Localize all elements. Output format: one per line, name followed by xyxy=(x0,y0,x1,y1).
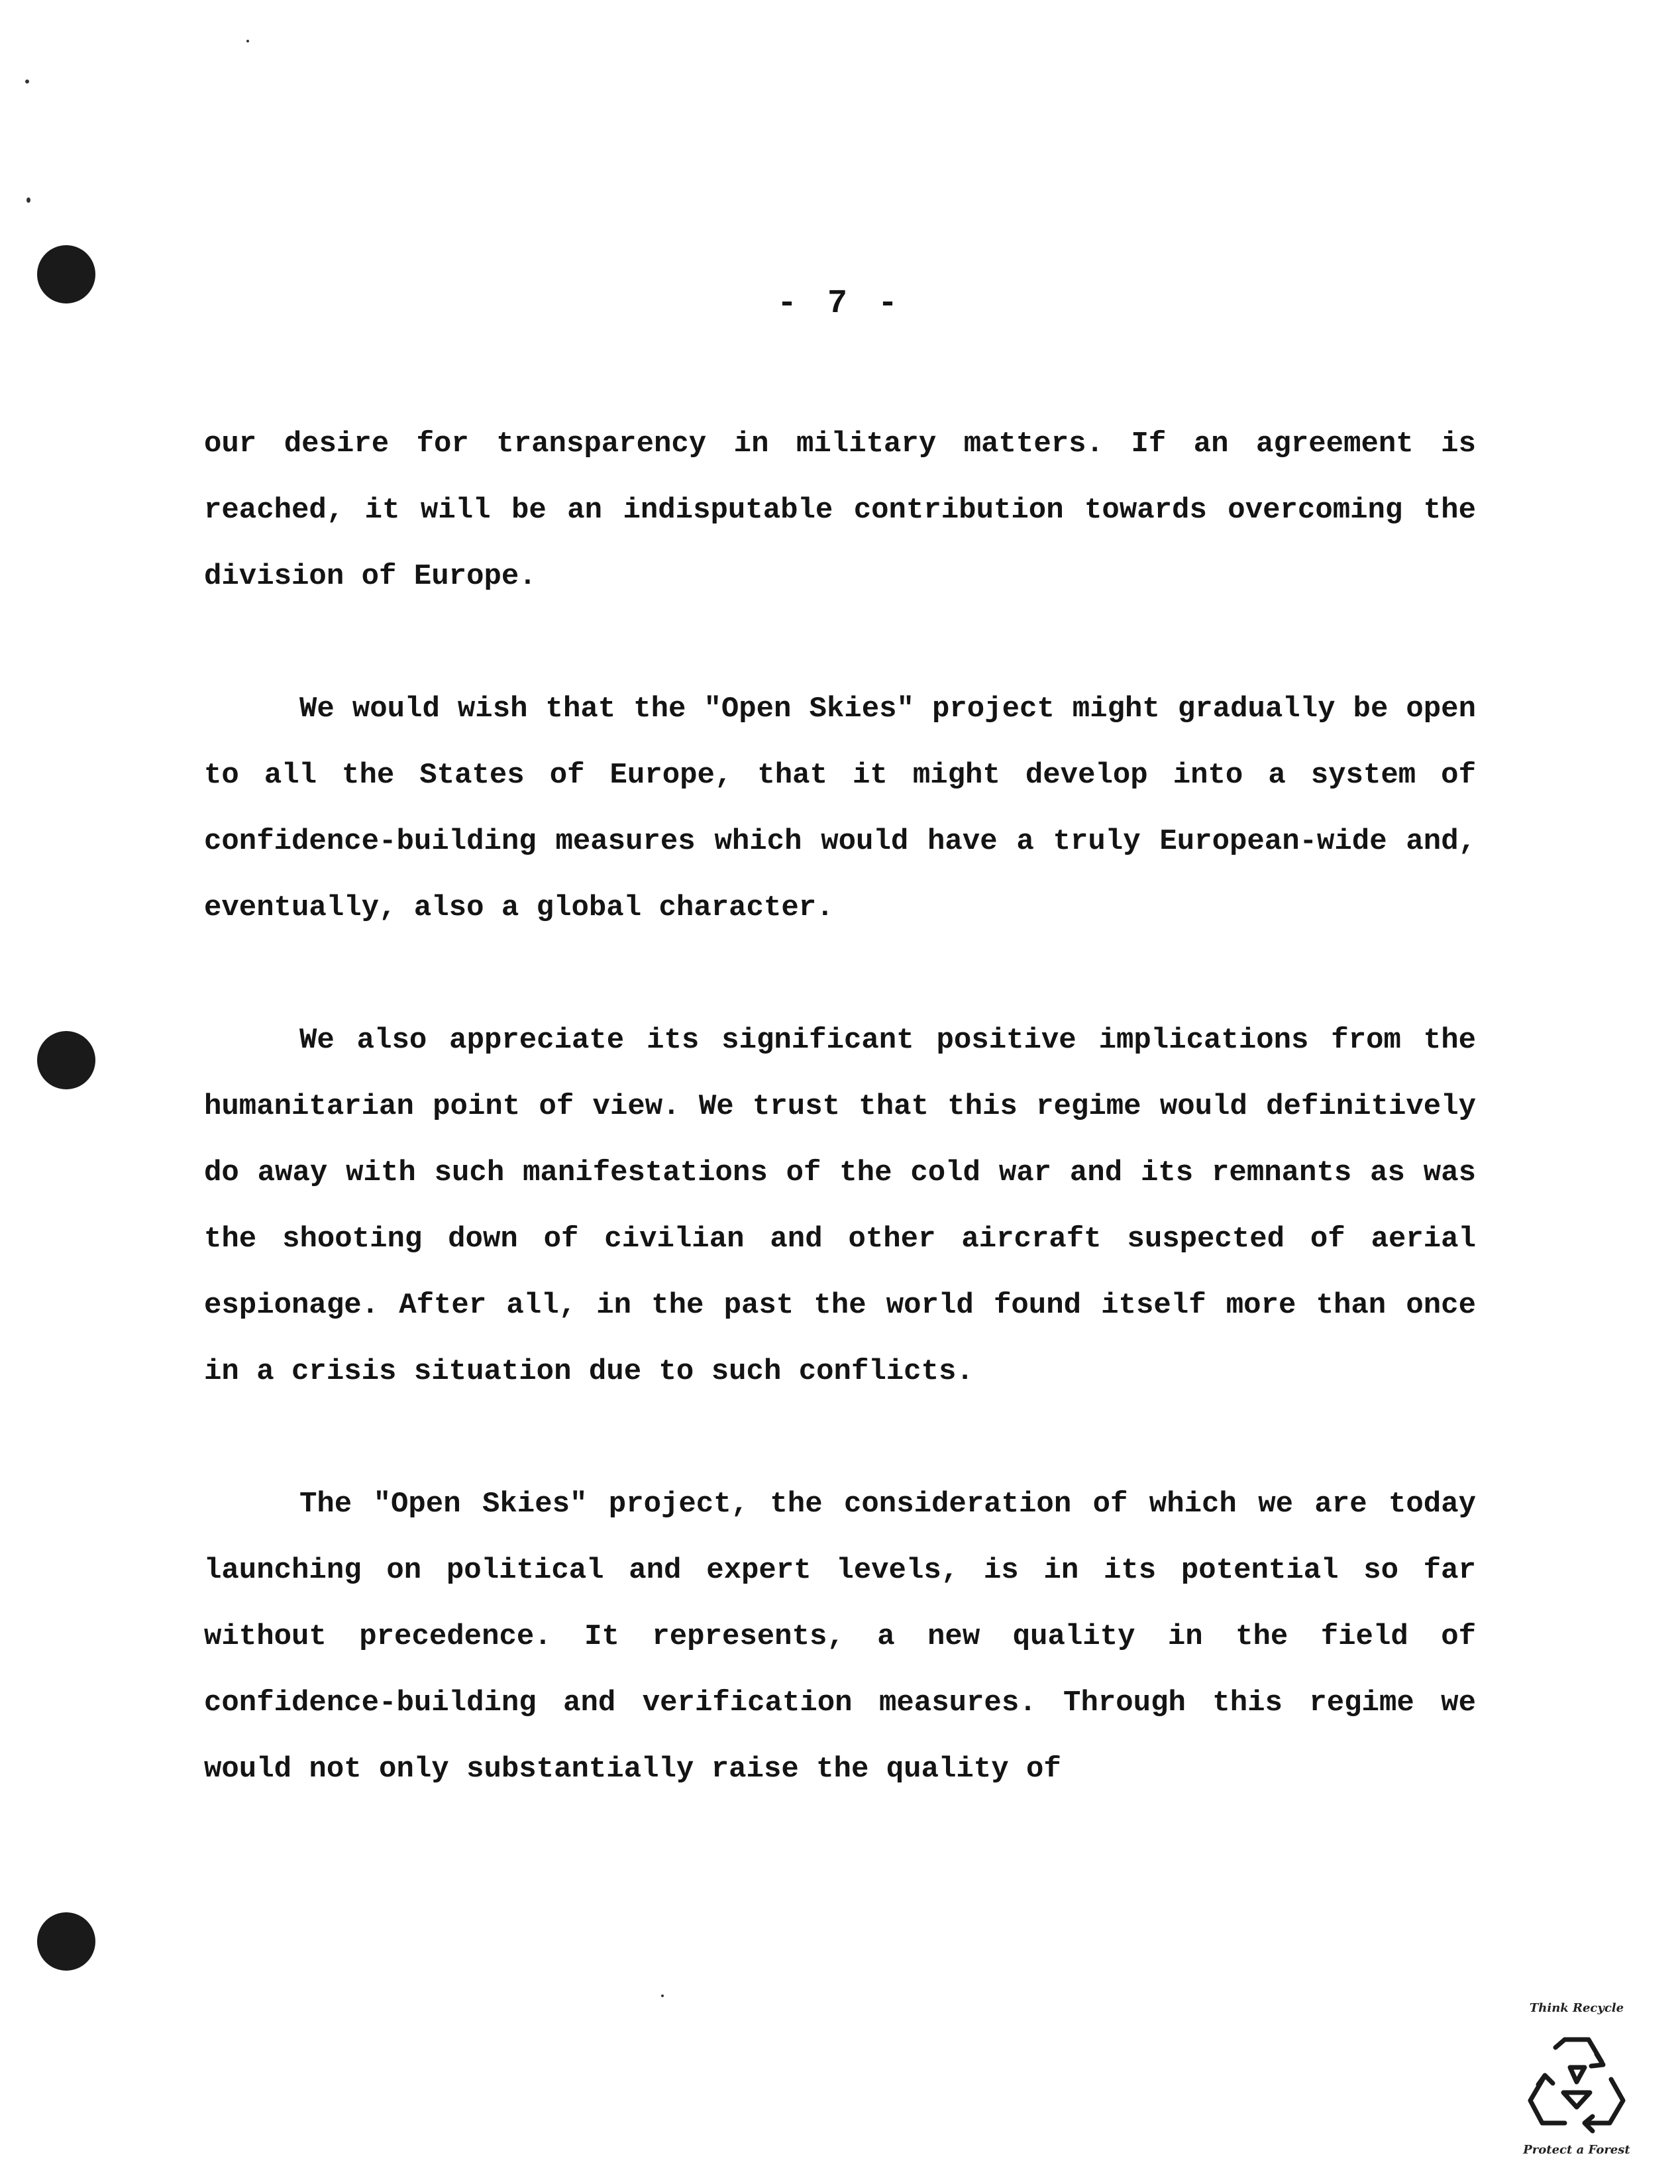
punch-hole-middle xyxy=(37,1031,95,1089)
paragraph: We also appreciate its significant positive implications from the humanitarian point of view. We trust that this regime would definitively do away with such manifestations of the cold war and its remnants as was the shooting down of civilian and other aircraft suspected of aerial espionage. After all, in the past the world found itself more than once in a crisis situation due to such conflicts. xyxy=(204,1024,1476,1388)
scan-speck xyxy=(661,1994,664,1997)
paragraph: our desire for transparency in military matters. If an agreement is reached, it will be an indisputable contribution towards overcoming the division of Europe. xyxy=(204,427,1476,593)
recycle-bottom-text: Protect a Forest xyxy=(1523,2143,1630,2157)
recycle-mark xyxy=(1510,2001,1643,2160)
scan-speck xyxy=(26,197,30,203)
body-text xyxy=(204,411,1476,1869)
paragraph: We would wish that the "Open Skies" project might gradually be open to all the States of Europe, that it might develop into a system of confidence-building measures which would have a truly European-wide and, eventually, also a global character. xyxy=(204,692,1476,924)
recycle-icon xyxy=(1524,2021,1630,2140)
recycle-top-text: Think Recycle xyxy=(1529,2001,1624,2015)
scan-speck xyxy=(246,40,249,42)
page-number: - 7 - xyxy=(776,285,904,323)
scan-speck xyxy=(25,80,29,83)
punch-hole-bottom xyxy=(37,1912,95,1971)
paragraph: The "Open Skies" project, the consideration of which we are today launching on political and expert levels, is in its potential so far without precedence. It represents, a new quality in the field of confidence-building and verification measures. Through this regime we would not only substantially raise the quality of xyxy=(204,1488,1476,1786)
